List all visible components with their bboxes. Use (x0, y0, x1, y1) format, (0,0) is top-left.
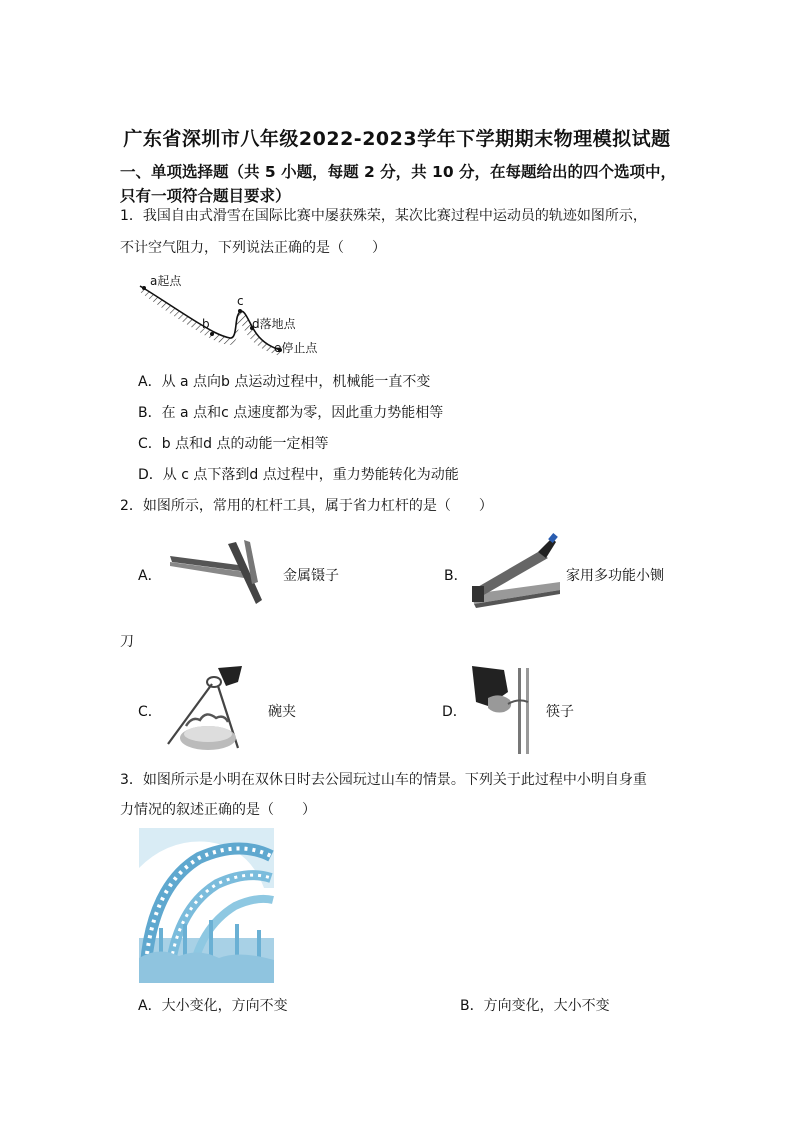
q1-option-b[interactable]: B．在 a 点和c 点速度都为零，因此重力势能相等 (138, 405, 444, 421)
q2-option-b-letter[interactable]: B． (444, 568, 468, 584)
roller-coaster-image (139, 828, 274, 983)
tweezers-icon (166, 538, 274, 608)
q3-option-a[interactable]: A．大小变化，方向不变 (138, 998, 288, 1014)
cutter-icon (468, 532, 562, 612)
q3-stem-line1: 3．如图所示是小明在双休日时去公园玩过山车的情景。下列关于此过程中小明自身重 (120, 772, 647, 788)
label-a: a起点 (150, 274, 182, 288)
label-d: d落地点 (252, 317, 296, 331)
q3-stem-line2: 力情况的叙述正确的是（ ） (120, 802, 316, 818)
q1-option-c[interactable]: C．b 点和d 点的动能一定相等 (138, 436, 329, 452)
q2-option-d-label: 筷子 (546, 704, 574, 720)
q1-ski-track-figure (130, 268, 350, 364)
q2-option-d-letter[interactable]: D． (442, 704, 467, 720)
q3-option-b[interactable]: B．方向变化，大小不变 (460, 998, 610, 1014)
bowl-clamp-icon (166, 664, 244, 754)
q2-option-b-label: 家用多功能小铡 (566, 568, 664, 584)
q2-option-c-label: 碗夹 (268, 704, 296, 720)
q1-stem-line2: 不计空气阻力，下列说法正确的是（ ） (120, 240, 386, 256)
label-e: e停止点 (274, 341, 318, 355)
q2-stem: 2．如图所示，常用的杠杆工具，属于省力杠杆的是（ ） (120, 498, 493, 514)
chopsticks-icon (470, 664, 542, 756)
label-c: c (237, 294, 244, 308)
q2-option-a-label: 金属镊子 (283, 568, 339, 584)
label-b: b (202, 317, 210, 331)
section-heading-line2: 只有一项符合题目要求） (120, 187, 291, 205)
q2-option-a-letter[interactable]: A． (138, 568, 162, 584)
q1-option-d[interactable]: D．从 c 点下落到d 点过程中，重力势能转化为动能 (138, 467, 459, 483)
q1-stem-line1: 1．我国自由式滑雪在国际比赛中屡获殊荣，某次比赛过程中运动员的轨迹如图所示， (120, 208, 647, 224)
q2-option-c-letter[interactable]: C． (138, 704, 162, 720)
q1-option-a[interactable]: A．从 a 点向b 点运动过程中，机械能一直不变 (138, 374, 431, 390)
q2-option-b-label-wrap: 刀 (120, 634, 134, 650)
section-heading-line1: 一、单项选择题（共 5 小题，每题 2 分，共 10 分，在每题给出的四个选项中， (120, 163, 677, 181)
page-title: 广东省深圳市八年级2022-2023学年下学期期末物理模拟试题 (123, 128, 671, 150)
